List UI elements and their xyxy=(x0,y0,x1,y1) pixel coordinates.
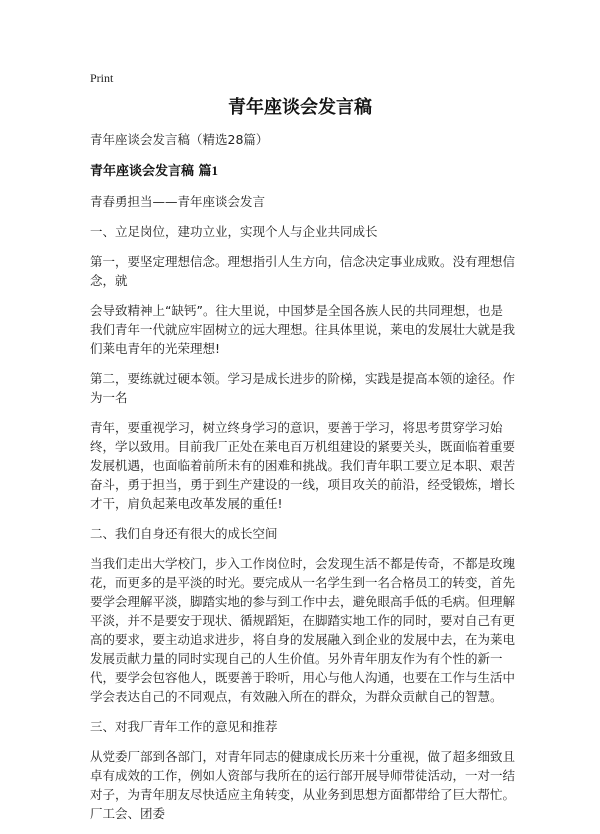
page-title: 青年座谈会发言稿 xyxy=(228,97,372,118)
paragraph: 会导致精神上“缺钙”。往大里说，中国梦是全国各族人民的共同理想，也是我们青年一代就应牢固树立的远大理想。往具体里说，莱电的发展壮大就是我们莱电青年的光荣理想! xyxy=(90,303,516,356)
paragraph: 三、对我厂青年工作的意见和推荐 xyxy=(90,719,278,734)
section-heading-text: 青年座谈会发言稿 篇 xyxy=(90,164,212,179)
print-link[interactable]: Print xyxy=(90,71,114,85)
paragraph: 青年，要重视学习，树立终身学习的意识，要善于学习，将思考贯穿学习始终，学以致用。目前我厂正处在莱电百万机组建设的紧要关头，既面临着重要发展机遇，也面临着前所未有的困难和挑战。我们青年职工要立足本职、艰苦奋斗，勇于担当，勇于到生产建设的一线，项目攻关的前沿，经受锻炼，增长才干，肩负起莱电改革发展的重任! xyxy=(90,420,516,511)
document-subtitle: 青年座谈会发言稿（精选28篇） xyxy=(90,132,269,147)
document-body xyxy=(90,130,515,834)
paragraph: 青春勇担当——青年座谈会发言 xyxy=(90,194,266,209)
paragraph: 第一，要坚定理想信念。理想指引人生方向，信念决定事业成败。没有理想信念，就 xyxy=(90,254,516,288)
paragraph: 一、立足岗位，建功立业，实现个人与企业共同成长 xyxy=(90,224,378,239)
paragraph: 当我们走出大学校门，步入工作岗位时，会发现生活不都是传奇，不都是玫瑰花，而更多的是平淡的时光。要完成从一名学生到一名合格员工的转变，首先要学会理解平淡，脚踏实地的参与到工作中去，避免眼高手低的毛病。但理解平淡，并不是要安于现状、循规蹈矩，在脚踏实地工作的同时，要对自己有更高的要求，要主动追求进步，将自身的发展融入到企业的发展中去，在为莱电发展贡献力量的同时实现自己的人生价值。另外青年朋友作为有个性的新一代，要学会包容他人，既要善于聆听，用心与他人沟通，也要在工作与生活中学会表达自己的不同观点，有效融入所在的群众，为群众贡献自己的智慧。 xyxy=(90,556,516,704)
paragraph: 从党委厂部到各部门，对青年同志的健康成长历来十分重视，做了超多细致且卓有成效的工作，例如人资部与我所在的运行部开展导师带徒活动，一对一结对子，为青年朋友尽快适应主角转变，从业务到思想方面都带给了巨大帮忙。厂工会、团委 xyxy=(90,749,516,821)
paragraph: 二、我们自身还有很大的成长空间 xyxy=(90,526,278,541)
paragraph: 第二，要练就过硬本领。学习是成长进步的阶梯，实践是提高本领的途径。作为一名 xyxy=(90,371,516,405)
section-heading xyxy=(90,161,515,181)
section-heading-number: 1 xyxy=(211,163,219,178)
